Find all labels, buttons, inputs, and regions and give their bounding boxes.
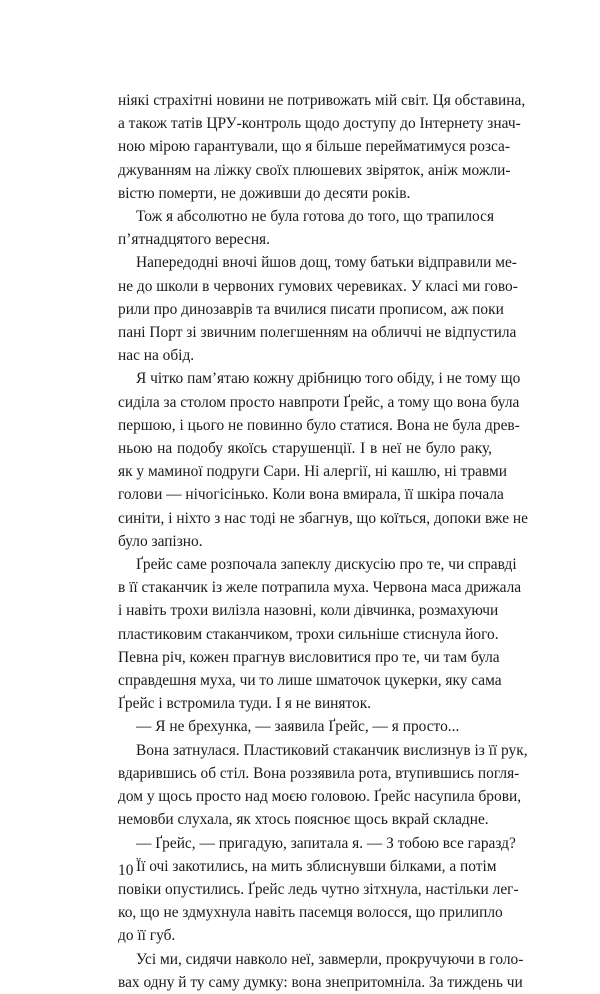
text-line: не до школи в червоних гумових черевиках. У класі ми гово- [118,277,518,295]
text-line: джуванням на ліжку своїх плюшевих звіряток, аніж можли- [118,161,511,179]
text-line: синіти, і ніхто з нас тоді не збагнув, що коїться, допоки вже не [118,509,528,527]
body-text [118,89,528,994]
text-line: — Я не брехунка, — заявила Ґрейс, — я просто... [136,718,460,736]
text-line: ною мірою гарантували, що я більше перейматимуся розса- [118,138,510,156]
text-line: Тож я абсолютно не була готова до того, що трапилося [136,208,495,226]
text-line: Вона затнулася. Пластиковий стаканчик вислизнув із її рук, [136,741,528,759]
text-line: як у маминої подруги Сари. Ні алергії, ні кашлю, ні травми [118,463,507,481]
text-line: до її губ. [118,927,176,945]
text-line: немовби слухала, як хтось пояснює щось вкрай складне. [118,811,489,829]
text-line: а також татів ЦРУ-контроль щодо доступу до Інтернету знач- [118,115,521,133]
text-line: Усі ми, сидячи навколо неї, завмерли, прокручуючи в голо- [136,950,524,968]
text-line: Певна річ, кожен прагнув висловитися про те, чи там була [118,648,500,666]
text-line: Я чітко пам’ятаю кожну дрібницю того обіду, і не тому що [136,370,521,388]
text-line: вістю померти, не доживши до десяти років. [118,184,411,202]
text-line: пластиковим стаканчиком, трохи сильніше стиснула його. [118,625,499,643]
text-line: в її стаканчик із желе потрапила муха. Червона маса дрижала [118,579,522,597]
text-line: п’ятнадцятого вересня. [118,231,270,249]
text-line: вах одну й ту саму думку: вона знепритомніла. За тиждень чи [118,973,523,991]
text-line: справдешня муха, чи то лише шматочок цукерки, яку сама [118,672,502,690]
text-line: ньою на подобу якоїсь старушенції. І в неї не було раку, [118,440,492,458]
page-number: 10 [118,862,134,879]
text-line: рили про динозаврів та вчилися писати прописом, аж поки [118,300,504,318]
text-line: ко, що не здмухнула навіть пасемця волосся, що прилипло [118,904,503,922]
text-line: Її очі закотились, на мить зблиснувши білками, а потім [136,857,497,875]
text-line: пані Порт зі звичним полегшенням на обличчі не відпустила [118,324,517,342]
text-line: вдарившись об стіл. Вона роззявила рота, втупившись погля- [118,764,520,782]
text-line: дом у щось просто над моєю головою. Ґрейс насупила брови, [118,788,522,806]
text-line: Ґрейс саме розпочала запеклу дискусію про те, чи справді [136,556,517,574]
text-line: голови — нічогісінько. Коли вона вмирала, її шкіра почала [118,486,504,504]
text-line: повіки опустились. Ґрейс ледь чутно зітхнула, настільки лег- [118,880,519,898]
text-line: нас на обід. [118,347,195,365]
text-line: було запізно. [118,532,203,550]
text-line: і навіть трохи вилізла назовні, коли дівчинка, розмахуючи [118,602,499,620]
text-line: ніякі страхітні новини не потривожать мій світ. Ця обставина, [118,92,526,109]
text-line: Ґрейс і встромила туди. І я не виняток. [118,695,372,713]
text-line: сиділа за столом просто навпроти Ґрейс, а тому що вона була [118,393,520,411]
text-line: першою, і цього не повинно було статися. Вона не була древ- [118,416,520,434]
text-line: Напередодні вночі йшов дощ, тому батьки відправили ме- [136,254,517,272]
text-line: — Ґрейс, — пригадую, запитала я. — З тобою все гаразд? [136,834,516,852]
